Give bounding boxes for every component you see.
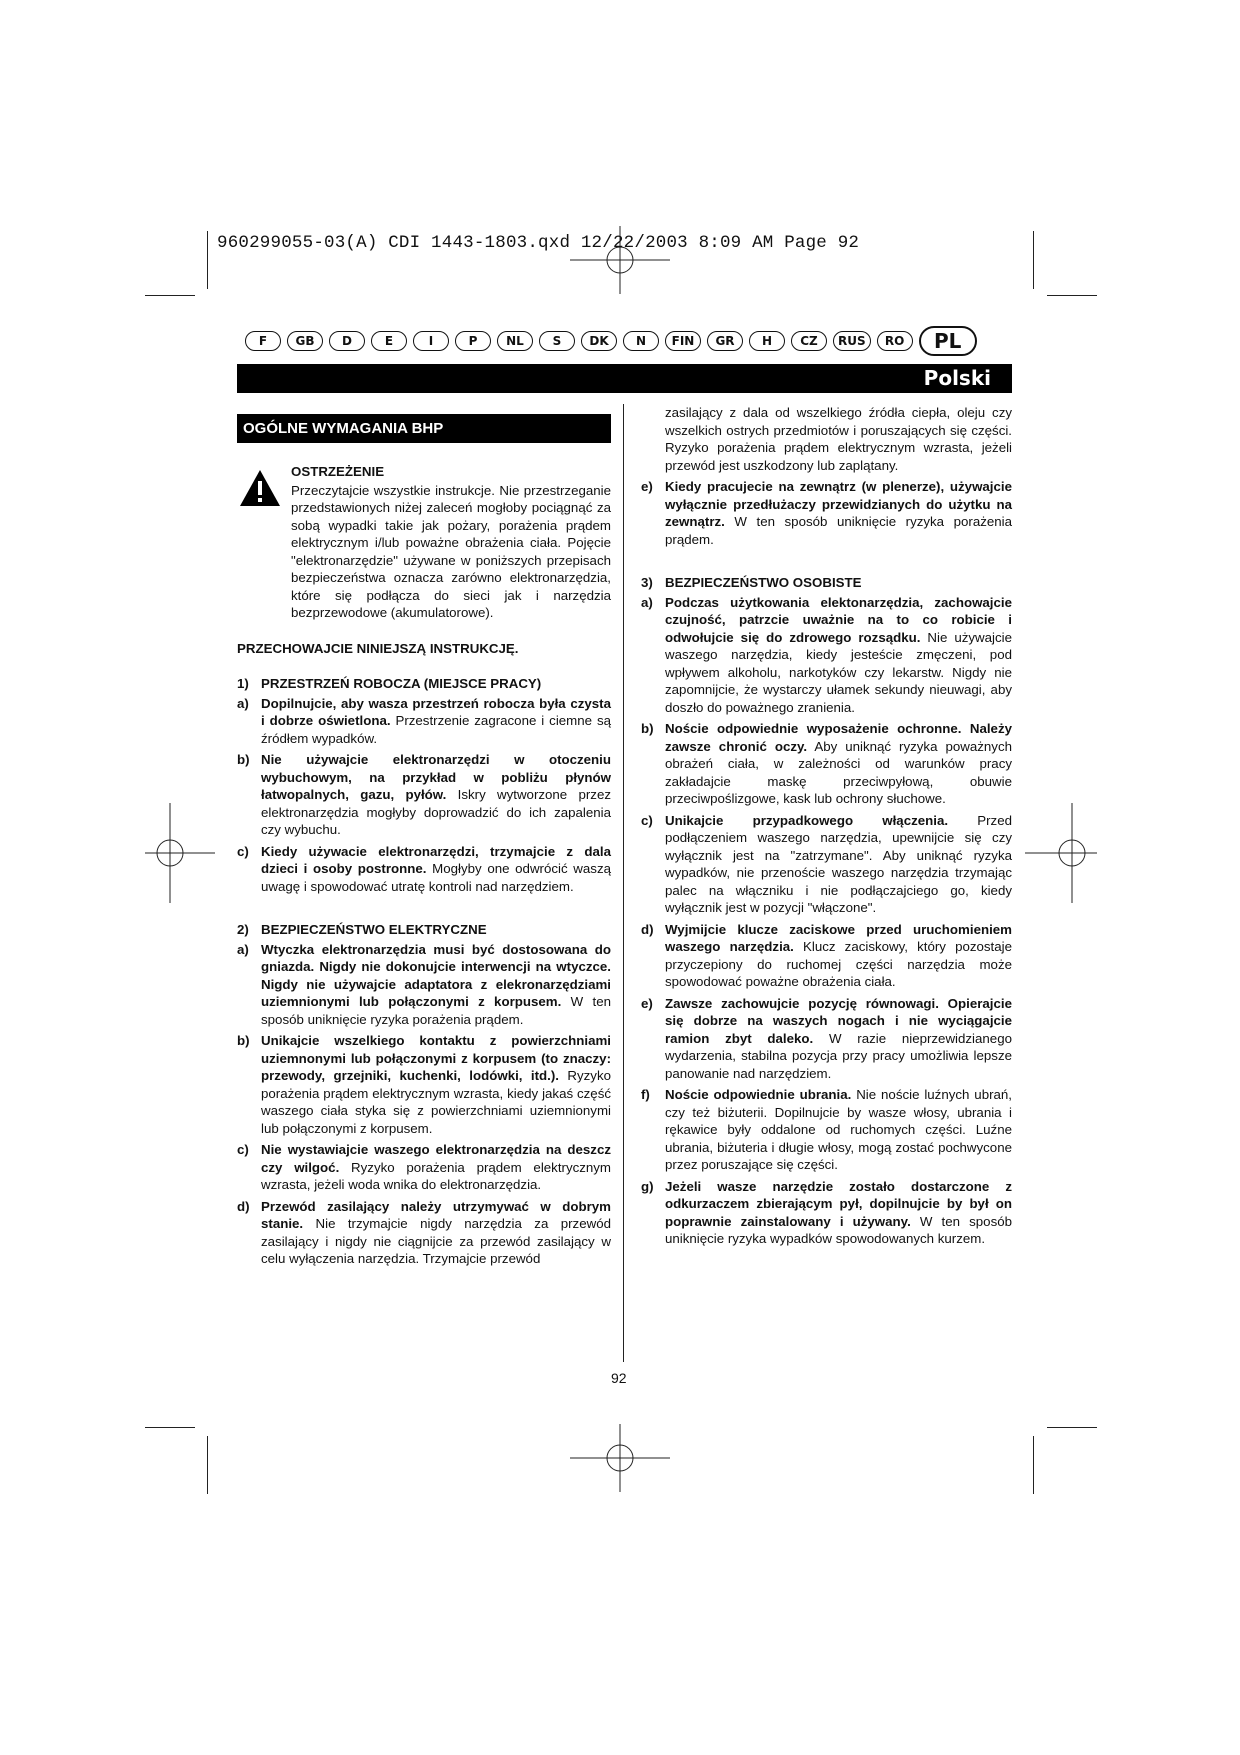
section-title: BEZPIECZEŃSTWO OSOBISTE: [665, 575, 862, 590]
item-text: Klucz zaciskowy, który pozostaje przyczepiony do ruchomej części narzędzia może spowodować poważne obrażenia ciała.: [665, 939, 1012, 989]
item-text: Przestrzenie zagracone i ciemne są źródłem wypadków.: [261, 713, 611, 746]
list-item: [237, 941, 611, 1029]
section-heading-work-area: [237, 675, 611, 693]
item-text: Nie trzymajcie nigdy narzędzia za przewód zasilający i nigdy nie ciągnijcie za przewód zasilający w celu wyłączenia narzędzia. Trzymajcie przewód: [261, 1216, 611, 1266]
registration-mark-right: [1025, 803, 1097, 903]
registration-mark-left: [145, 803, 215, 903]
item-text: Przed podłączeniem waszego narzędzia, upewnijcie się czy wyłącznik jest na "zatrzymane". Aby uniknąć ryzyka wypadków, nie przenoście waszego narzędzia trzymając palec na włączniku i nie podłączajciego go, kiedy wyłącznik jest w pozycji "włączone".: [665, 812, 1012, 915]
lang-tab-e[interactable]: E: [371, 331, 407, 351]
item-label: c): [641, 812, 653, 828]
item-label: b): [237, 752, 250, 767]
item-bold-text: Dopilnujcie, aby wasza przestrzeń robocza była czysta i dobrze oświetlona.: [261, 695, 611, 728]
page-title: Polski: [923, 366, 991, 390]
warning-block: [237, 463, 611, 622]
section-heading-electrical: [237, 921, 611, 939]
item-text: Nie używajcie waszego narzędzia, kiedy jesteście zmęczeni, pod wpływem alkoholu, narkotyków czy lekarstw. Nigdy nie zapomnijcie, że wystarczy ułamek sekundy nieuwagi, aby doszło do poważnego zranienia.: [665, 629, 1012, 715]
lang-tab-rus[interactable]: RUS: [833, 331, 871, 351]
section-title: PRZESTRZEŃ ROBOCZA (MIEJSCE PRACY): [261, 676, 542, 691]
item-label: b): [237, 1033, 250, 1048]
list-item: [641, 720, 1012, 808]
warning-triangle-icon: [239, 469, 281, 507]
item-text: W ten sposób uniknięcie ryzyka porażenia prądem.: [665, 514, 1012, 547]
item-label: d): [237, 1198, 250, 1214]
item-bold-text: Nie wystawiajcie waszego elektronarzędzia na deszcz czy wilgoć.: [261, 1142, 611, 1175]
item-label: a): [641, 594, 653, 610]
item-bold-text: Kiedy pracujecie na zewnątrz (w plenerze), używajcie wyłącznie przedłużaczy przewidzianych do użytku na zewnątrz.: [665, 479, 1012, 529]
crop-mark: [207, 1436, 208, 1494]
item-bold-text: Noście odpowiednie ubrania.: [665, 1087, 852, 1102]
section-heading-personal: [641, 574, 1012, 592]
list-item: [237, 1198, 611, 1268]
item-text: W razie nieprzewidzianego wydarzenia, stabilna pozycja przy pracy umożliwia lepsze panowanie nad narzędziem.: [665, 1030, 1012, 1081]
crop-mark: [1033, 231, 1034, 289]
lang-tab-fin[interactable]: FIN: [665, 331, 701, 351]
language-selector: [245, 322, 1025, 360]
item-label: e): [641, 479, 653, 494]
lang-tab-ro[interactable]: RO: [877, 331, 913, 351]
item-text: Ryzyko porażenia prądem elektrycznym wzrasta, kiedy jakaś część waszego ciała styka się z powierzchniami uziemnionymi lub połączonymi z korpusem.: [261, 1068, 611, 1136]
item-bold-text: Jeżeli wasze narzędzie zostało dostarczone z odkurzaczem zbierającym pył, dopilnujcie by był on poprawnie zainstalowany i używany.: [665, 1178, 1012, 1229]
item-label: a): [237, 695, 249, 711]
crop-mark: [1033, 1436, 1034, 1494]
lang-tab-n[interactable]: N: [623, 331, 659, 351]
lang-tab-gr[interactable]: GR: [707, 331, 743, 351]
list-item: [641, 1178, 1012, 1248]
lang-tab-d[interactable]: D: [329, 331, 365, 351]
item-label: e): [641, 995, 653, 1011]
item-label: d): [641, 921, 654, 937]
warning-title: OSTRZEŻENIE: [291, 464, 385, 479]
list-item: [237, 1032, 611, 1137]
lang-tab-nl[interactable]: NL: [497, 331, 533, 351]
warning-text: Przeczytajcie wszystkie instrukcje. Nie przestrzeganie przedstawionych niżej zaleceń mogłoby pociągnąć za sobą wypadki takie jak pożary, porażenia prądem elektrycznym i/lub poważne obrażenia ciała. Pojęcie "elektronarzędzie" używane w poniższych przepisach bezpieczeństwa oznacza zarówno elektronarzędzia, które się podłącza do sieci jak i narzędzia bezprzewodowe (akumulatorowe).: [291, 482, 611, 620]
item-text: Ryzyko porażenia prądem elektrycznym wzrasta, jeżeli woda wnika do elektronarzędzia.: [261, 1159, 612, 1192]
item-bold-text: Kiedy używacie elektronarzędzi, trzymajcie z dala dzieci i osoby postronne.: [261, 843, 611, 876]
list-item: [641, 812, 1012, 917]
language-title-bar: [237, 364, 1012, 393]
right-column: [641, 404, 1012, 1252]
item-text: W ten sposób uniknięcie ryzyka wypadków spowodowanych kurzem.: [665, 1213, 1013, 1246]
section-title-bar: OGÓLNE WYMAGANIA BHP: [237, 414, 611, 443]
item-bold-text: Noście odpowiednie wyposażenie ochronne. Należy zawsze chronić oczy.: [665, 721, 1012, 754]
item-bold-text: Nie używajcie elektronarzędzi w otoczeniu wybuchowym, na przykład w pobliżu płynów łatwopalnych, gazu, pyłów.: [261, 752, 611, 802]
item-text: Aby uniknąć ryzyka poważnych obrażeń ciała, w zależności od warunków pracy zakładajcie maskę przeciwpyłową, obuwie przeciwpoślizgowe, kask lub ochrony słuchowe.: [665, 738, 1012, 806]
section-number: 1): [237, 676, 249, 691]
item-text: W ten sposób uniknięcie ryzyka porażenia prądem.: [261, 994, 611, 1027]
item-bold-text: Podczas użytkowania elektonarzędzia, zachowajcie czujność, patrzcie uważnie na to co robicie i odwołujcie się do zdrowego rozsądku.: [665, 594, 1012, 645]
list-item: [641, 478, 1012, 548]
left-column: [237, 414, 611, 1272]
list-item: [237, 843, 611, 896]
lang-tab-cz[interactable]: CZ: [791, 331, 827, 351]
item-bold-text: Unikajcie przypadkowego włączenia.: [665, 812, 949, 828]
section-number: 3): [641, 575, 653, 590]
list-item: [641, 594, 1012, 717]
crop-mark: [1047, 1427, 1097, 1428]
list-item: [237, 1141, 611, 1194]
item-label: a): [237, 941, 249, 957]
item-bold-text: Wtyczka elektronarzędzia musi być dostosowana do gniazda. Nigdy nie dokonujcie interwencji na wtyczce. Nigdy nie używajcie adaptatora z elekronarzędziami uziemnionymi lub połączonymi z korpusem.: [261, 941, 611, 1009]
list-item: [641, 995, 1012, 1083]
lang-tab-p[interactable]: P: [455, 331, 491, 351]
lang-tab-s[interactable]: S: [539, 331, 575, 351]
section-title: BEZPIECZEŃSTWO ELEKTRYCZNE: [261, 922, 487, 937]
item-bold-text: Wyjmijcie klucze zaciskowe przed uruchomieniem waszego narzędzia.: [665, 921, 1012, 954]
item-label: c): [237, 1142, 249, 1157]
item-label: b): [641, 721, 654, 736]
item-text: Nie noście luźnych ubrań, czy też biżuterii. Dopilnujcie by wasze włosy, ubrania i rękawice były oddalone od ruchomych części. Luźne ubrania, biżuteria i długie włosy, mogą zostać pochwycone przez poruszające się części.: [665, 1087, 1012, 1172]
item-text: zasilający z dala od wszelkiego źródła ciepła, oleju czy wszelkich ostrych przedmiotów i poruszających się części. Ryzyko porażenia prądem elektrycznym wzrasta, jeżeli przewód jest uszkodzony lub zaplątany.: [665, 405, 1012, 473]
list-item: [237, 751, 611, 839]
lang-tab-i[interactable]: I: [413, 331, 449, 351]
page-number: 92: [611, 1370, 627, 1386]
crop-mark: [145, 1427, 195, 1428]
crop-mark: [207, 231, 208, 289]
file-header: 960299055-03(A) CDI 1443-1803.qxd 12/22/2003 8:09 AM Page 92: [217, 233, 860, 253]
crop-mark: [1047, 295, 1097, 296]
registration-mark-bottom: [570, 1424, 670, 1492]
column-divider: [623, 404, 624, 1362]
item-bold-text: Zawsze zachowujcie pozycję równowagi. Opierajcie się dobrze na waszych nogach i nie wyciągajcie ramion zbyt daleko.: [665, 995, 1012, 1046]
item-bold-text: Unikajcie wszelkiego kontaktu z powierzchniami uziemnonymi lub połączonymi z korpusem (to znaczy: przewody, grzejniki, kuchenki, lodówki, itd.).: [261, 1033, 611, 1083]
lang-tab-gb[interactable]: GB: [287, 331, 323, 351]
lang-tab-h[interactable]: H: [749, 331, 785, 351]
item-bold-text: Przewód zasilający należy utrzymywać w dobrym stanie.: [261, 1198, 611, 1231]
section-number: 2): [237, 922, 249, 937]
item-label: f): [641, 1087, 650, 1102]
list-item: [641, 921, 1012, 991]
item-label: c): [237, 843, 249, 859]
item-label: g): [641, 1178, 654, 1194]
list-item: [641, 1086, 1012, 1174]
lang-tab-dk[interactable]: DK: [581, 331, 617, 351]
lang-tab-pl-active[interactable]: PL: [919, 326, 977, 356]
keep-instructions: PRZECHOWAJCIE NINIEJSZĄ INSTRUKCJĘ.: [237, 640, 519, 656]
list-item-continued: [641, 404, 1012, 474]
lang-tab-f[interactable]: F: [245, 331, 281, 351]
list-item: [237, 695, 611, 748]
item-text: Mogłyby one odwrócić waszą uwagę i spowodować utratę kontroli nad narzędziem.: [261, 861, 611, 894]
crop-mark: [145, 295, 195, 296]
item-text: Iskry wytworzone przez elektronarzędzia mogłyby doprowadzić do ich zapalenia czy wybuchu.: [261, 787, 612, 837]
